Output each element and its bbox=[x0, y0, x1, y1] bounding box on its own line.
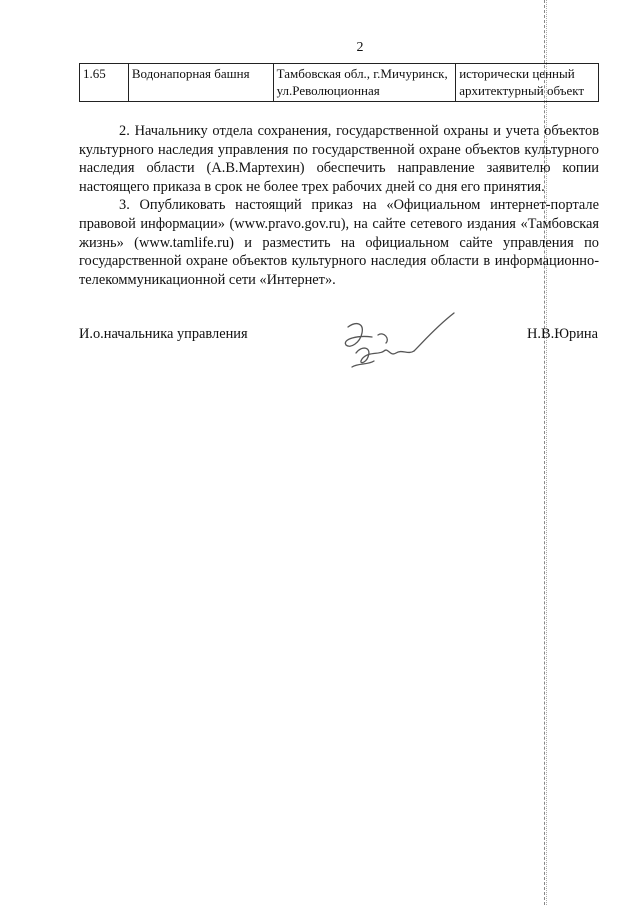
signatory-name: Н.В.Юрина bbox=[527, 326, 598, 342]
page-number: 2 bbox=[356, 40, 364, 55]
paragraph-3: 3. Опубликовать настоящий приказ на «Официальном интернет-портале правовой информации» (www.pravo.gov.ru), на сайте сетевого издания «Тамбовская жизнь» (www.tamlife.ru) и разместить на официальном сайте управления по государственной охране объектов культурного наследия области в информационно-телекоммуникационной сети «Интернет». bbox=[79, 197, 599, 288]
object-address-cell bbox=[273, 64, 456, 102]
object-name-cell: Водонапорная башня bbox=[128, 64, 273, 102]
order-body bbox=[79, 122, 599, 289]
signatory-position: И.о.начальника управления bbox=[79, 326, 248, 342]
category-line: архитектурный объект bbox=[459, 83, 585, 98]
category-line: исторически ценный bbox=[459, 66, 575, 81]
heritage-objects-table bbox=[79, 63, 599, 102]
handwritten-signature bbox=[328, 305, 468, 385]
object-category-cell bbox=[456, 64, 599, 102]
address-line: ул.Революционная bbox=[276, 83, 380, 98]
table-row bbox=[80, 64, 599, 102]
address-line: Тамбовская обл., г.Мичуринск, bbox=[276, 66, 448, 81]
paragraph-2: 2. Начальнику отдела сохранения, государственной охраны и учета объектов культурного наследия управления по государственной охране объектов культурного наследия области (А.В.Мартехин) обеспечить направление заявителю копии настоящего приказа в срок не более трех рабочих дней со дня его принятия. bbox=[79, 123, 599, 195]
object-number-cell: 1.65 bbox=[80, 64, 129, 102]
